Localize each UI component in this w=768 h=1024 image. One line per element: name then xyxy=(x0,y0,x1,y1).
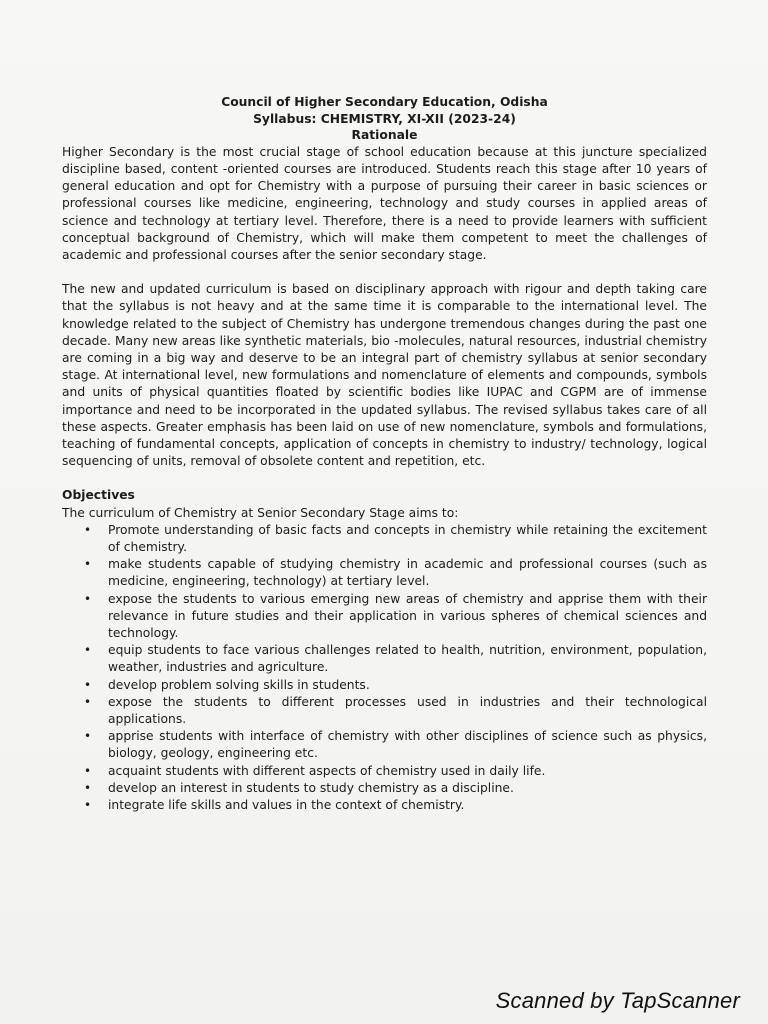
list-item xyxy=(62,694,707,728)
bullet-icon: • xyxy=(84,798,92,813)
council-title: Council of Higher Secondary Education, Odisha xyxy=(221,95,548,109)
bullet-icon: • xyxy=(84,677,92,692)
list-item-text: equip students to face various challenges related to health, nutrition, environment, population, weather, industries and agriculture. xyxy=(108,643,707,675)
paragraph-spacer xyxy=(62,470,707,487)
list-item xyxy=(62,763,707,780)
bullet-icon: • xyxy=(84,643,92,658)
list-item xyxy=(62,728,707,762)
bullet-icon: • xyxy=(84,591,92,606)
list-item-text: expose the students to different processes used in industries and their technological applications. xyxy=(108,694,707,727)
list-item xyxy=(62,522,707,556)
list-item xyxy=(62,780,707,797)
list-item xyxy=(62,591,707,643)
bullet-icon: • xyxy=(84,780,92,795)
list-item xyxy=(62,797,707,814)
scanner-watermark: Scanned by TapScanner xyxy=(495,988,740,1013)
list-item-text: develop an interest in students to study chemistry as a discipline. xyxy=(108,780,514,795)
bullet-icon: • xyxy=(84,763,92,778)
list-item-text: acquaint students with different aspects of chemistry used in daily life. xyxy=(108,763,546,778)
list-item-text: develop problem solving skills in students. xyxy=(108,677,370,692)
document-body xyxy=(62,94,707,814)
rationale-heading: Rationale xyxy=(351,128,418,143)
document-header xyxy=(62,94,707,144)
bullet-icon: • xyxy=(84,694,92,709)
rationale-paragraph-2: The new and updated curriculum is based on disciplinary approach with rigour and depth taking care that the syllabus is not heavy and at the same time it is comparable to the international level. The knowledge related to the subject of Chemistry has undergone tremendous changes during the past one decade. Many new areas like synthetic materials, bio -molecules, natural resources, industrial chemistry are coming in a big way and deserve to be an integral part of chemistry syllabus at senior secondary stage. At international level, new formulations and nomenclature of elements and compounds, symbols and units of physical quantities floated by scientific bodies like IUPAC and CGPM are of immense importance and need to be incorporated in the updated syllabus. The revised syllabus takes care of all these aspects. Greater emphasis has been laid on use of new nomenclature, symbols and formulations, teaching of fundamental concepts, application of concepts in chemistry to industry/ technology, logical sequencing of units, removal of obsolete content and repetition, etc. xyxy=(62,282,707,469)
list-item-text: apprise students with interface of chemistry with other disciplines of science such as physics, biology, geology, engineering etc. xyxy=(108,729,707,761)
list-item xyxy=(62,556,707,590)
paragraph-spacer xyxy=(62,264,707,281)
objectives-heading: Objectives xyxy=(62,488,135,503)
bullet-icon: • xyxy=(84,729,92,744)
list-item xyxy=(62,642,707,676)
list-item-text: expose the students to various emerging new areas of chemistry and apprise them with their relevance in future studies and their application in various spheres of chemical sciences and technology. xyxy=(108,591,707,641)
list-item-text: Promote understanding of basic facts and concepts in chemistry while retaining the excitement of chemistry. xyxy=(108,522,707,555)
objectives-intro: The curriculum of Chemistry at Senior Secondary Stage aims to: xyxy=(62,505,459,520)
objectives-list xyxy=(62,522,707,814)
rationale-paragraph-1: Higher Secondary is the most crucial stage of school education because at this juncture specialized discipline based, content -oriented courses are introduced. Students reach this stage after 10 years of general education and opt for Chemistry with a purpose of pursuing their career in basic sciences or professional courses like medicine, engineering, technology and study courses in applied areas of science and technology at tertiary level. Therefore, there is a need to provide learners with sufficient conceptual background of Chemistry, which will make them competent to meet the challenges of academic and professional courses after the senior secondary stage. xyxy=(62,144,707,262)
list-item xyxy=(62,677,707,694)
list-item-text: integrate life skills and values in the context of chemistry. xyxy=(108,798,465,813)
syllabus-title: Syllabus: CHEMISTRY, XI-XII (2023-24) xyxy=(253,111,516,126)
bullet-icon: • xyxy=(84,557,92,572)
list-item-text: make students capable of studying chemistry in academic and professional courses (such as medicine, engineering, technology) at tertiary level. xyxy=(108,557,707,589)
bullet-icon: • xyxy=(84,522,92,537)
